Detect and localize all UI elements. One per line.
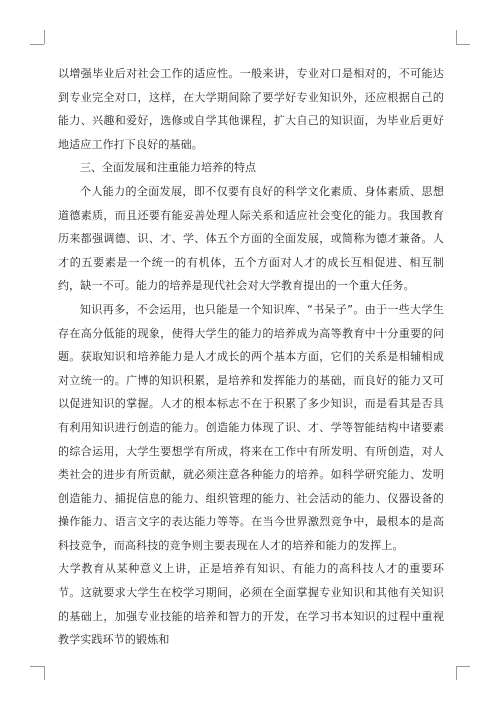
paragraph-4: 大学教育从某种意义上讲，正是培养有知识、有能力的高科技人才的重要环节。这就要求大学生在校学习期间，必须在全面掌握专业知识和其他有关知识的基础上，加强专业技能的培养和智力的开发，在学习书本知识的过程中重视教学实践环节的锻炼和 xyxy=(58,562,444,647)
crop-mark-top-right-v xyxy=(456,30,457,44)
crop-mark-bottom-left-v xyxy=(44,666,45,680)
paragraph-2: 个人能力的全面发展，即不仅要有良好的科学文化素质、身体素质、思想道德素质，而且还要有能妥善处理人际关系和适应社会变化的能力。我国教育历来都强调德、识、才、学、体五个方面的全面发展，或简称为德才兼备。人才的五要素是一个统一的有机体，五个方面对人才的成长互相促进、相互制约，缺一不可。能力的培养是现代社会对大学教育提出的一个重大任务。 xyxy=(58,184,444,293)
crop-mark-top-left-h xyxy=(30,44,44,45)
body-text xyxy=(58,62,444,652)
section-heading: 三、全面发展和注重能力培养的特点 xyxy=(80,161,256,175)
paragraph-1: 以增强毕业后对社会工作的适应性。一般来讲，专业对口是相对的，不可能达到专业完全对口，这样，在大学期间除了要学好专业知识外，还应根据自己的能力、兴趣和爱好，选修或自学其他课程，扩大自己的知识面，为毕业后更好地适应工作打下良好的基础。 xyxy=(58,67,444,151)
crop-mark-bottom-right-h xyxy=(456,666,470,667)
crop-mark-bottom-right-v xyxy=(456,666,457,680)
paragraph-3: 知识再多，不会运用，也只能是一个知识库、“书呆子”。由于一些大学生存在高分低能的现象，使得大学生的能力的培养成为高等教育中十分重要的问题。获取知识和培养能力是人才成长的两个基本方面，它们的关系是相辅相成对立统一的。广博的知识积累，是培养和发挥能力的基础，而良好的能力又可以促进知识的掌握。人才的根本标志不在于积累了多少知识，而是看其是否具有利用知识进行创造的能力。创造能力体现了识、才、学等智能结构中诸要素的综合运用，大学生要想学有所成，将来在工作中有所发明、有所创造，对人类社会的进步有所贡献，就必须注意各种能力的培养。如科学研究能力、发明创造能力、捕捉信息的能力、组织管理的能力、社会活动的能力、仪器设备的操作能力、语言文字的表达能力等等。在当今世界激烈竞争中，最根本的是高科技竞争，而高科技的竞争则主要表现在人才的培养和能力的发挥上。 xyxy=(58,302,444,552)
crop-mark-top-right-h xyxy=(456,44,470,45)
crop-mark-bottom-left-h xyxy=(30,666,44,667)
crop-mark-top-left-v xyxy=(44,30,45,44)
